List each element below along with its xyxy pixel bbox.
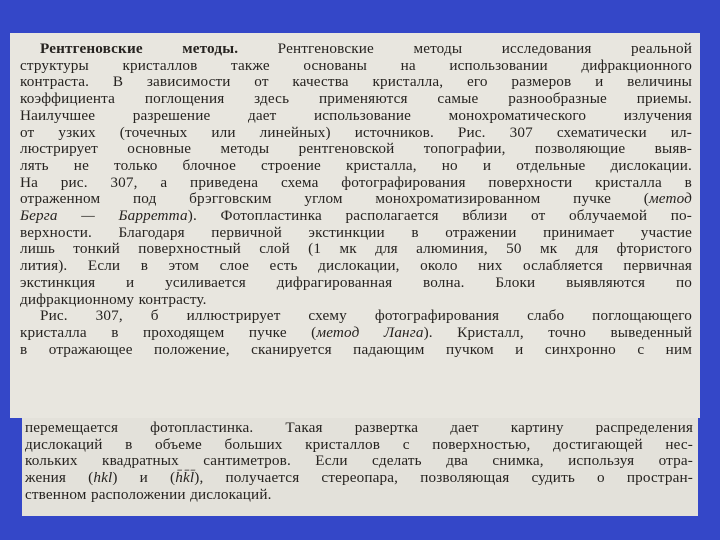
text-line [20,208,692,225]
line-text: ) и ( [112,469,176,487]
text-line: от узких (точечных или линейных) источников. Рис. 307 схематически ил- [20,123,692,141]
upper-paragraphs [20,41,692,358]
text-line: На рис. 307, а приведена схема фотографирования поверхности кристалла в [20,173,692,191]
line-text: ). Фотопластинка располагается вблизи от облучаемой по- [187,207,692,225]
line-text: ), получается стереопара, позволяющая судить о простран- [194,469,693,487]
lower-paragraph [25,420,693,504]
method-name: метод [648,190,692,208]
line-text: жения ( [25,469,94,487]
text-line [20,41,692,58]
miller-index: h̄k̄l̄ [175,469,195,487]
text-line: дислокаций в объеме больших кристаллов с поверхностью, достигающей нес- [25,435,693,453]
line-text: кристалла в проходящем пучке ( [20,323,317,341]
miller-index: hkl [93,469,113,487]
text-line: дифракционному контрасту. [20,290,207,308]
section-heading: Рентгеновские методы. [40,40,239,57]
text-line: в отражающее положение, сканируется падающим пучком и синхронно с ним [20,340,692,358]
text-line: контраста. В зависимости от качества кристалла, его размеров и величины [20,73,692,91]
text-line: Наилучшее разрешение дает использование монохроматического излучения [20,106,692,124]
text-line: кольких квадратных сантиметров. Если сделать два снимка, используя отра- [25,452,693,470]
text-line: структуры кристаллов также основаны на использовании дифракционного [20,56,692,74]
text-line: лишь тонкий поверхностный слой (1 мк для алюминия, 50 мк для фтористого [20,240,692,258]
text-line [20,325,692,342]
text-line: экстинкция и усиливается дифрагированная волна. Блоки выявляются по [20,273,692,291]
line-text: отраженном под брэгговским углом монохроматизированном пучке ( [20,190,649,208]
scanned-page-upper [10,33,700,418]
text-line [25,470,693,487]
line-text: ). Кристалл, точно выведенный [423,323,692,341]
line-text: Рентгеновские методы исследования реальной [238,40,692,57]
text-line: коэффициента поглощения здесь применяются самые разнообразные приемы. [20,90,692,108]
text-line: ственном расположении дислокаций. [25,485,272,503]
text-line: перемещается фотопластинка. Такая развертка дает картину распределения [25,419,693,436]
text-line: лития). Если в этом слое есть дислокации, около них ослабляется первичная [20,257,692,275]
text-line: верхности. Благодаря первичной экстинкции в отражении принимает участие [20,223,692,241]
scanned-page-lower [22,418,698,516]
text-line: Рис. 307, б иллюстрирует схему фотографирования слабо поглощающего [40,307,692,325]
text-line: лять не только блочное строение кристалла, но и отдельные дислокации. [20,156,692,174]
text-line: люстрирует основные методы рентгеновской топографии, позволяющие выяв- [20,140,692,158]
method-name: Берга — Барретта [20,207,188,225]
method-name: метод Ланга [316,323,424,341]
text-line [20,191,692,208]
